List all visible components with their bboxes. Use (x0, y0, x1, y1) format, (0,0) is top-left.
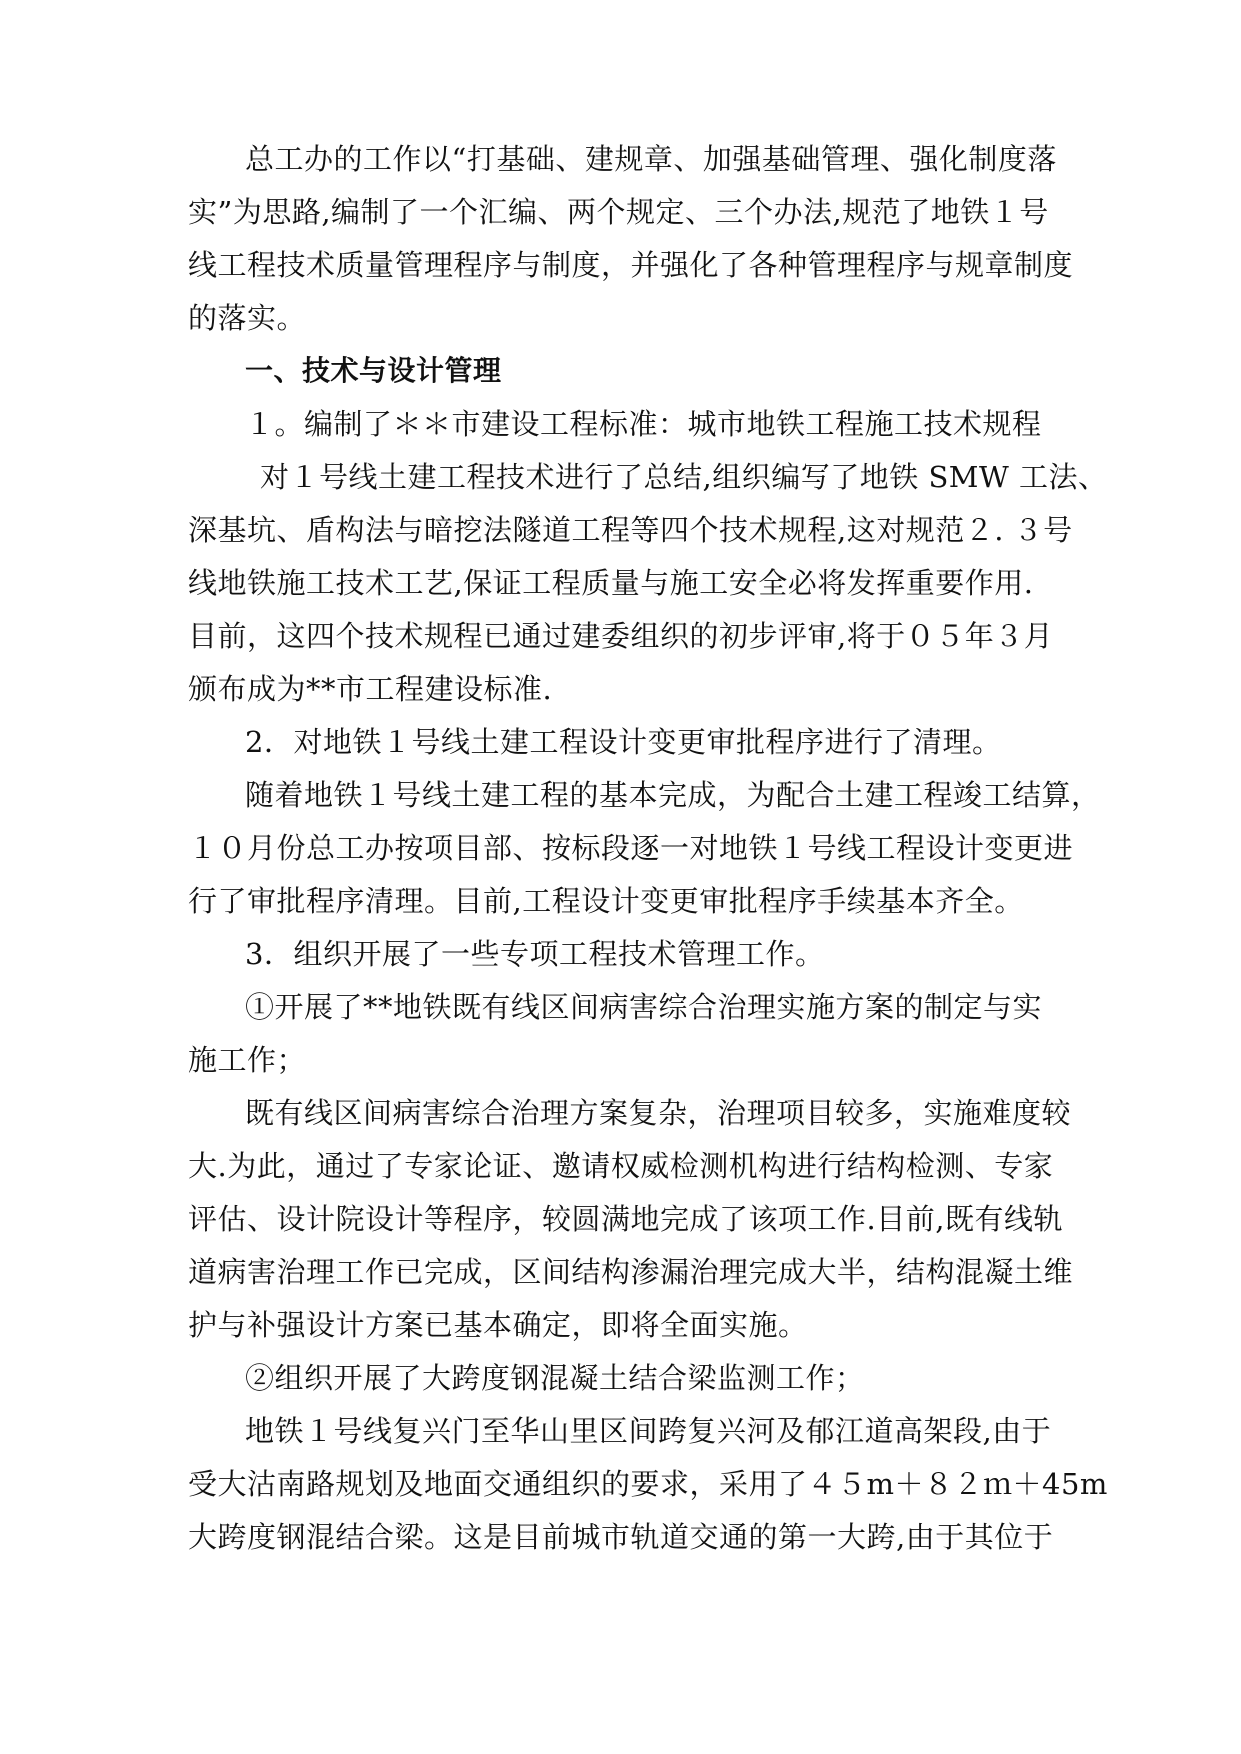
section-heading: 一、技术与设计管理 (245, 354, 502, 387)
paragraph-line: 护与补强设计方案已基本确定，即将全面实施。 (188, 1308, 808, 1342)
paragraph-line: 道病害治理工作已完成，区间结构渗漏治理完成大半，结构混凝土维 (188, 1255, 1074, 1289)
paragraph-line: ②组织开展了大跨度钢混凝土结合梁监测工作； (245, 1361, 865, 1395)
paragraph-line: 施工作； (188, 1043, 307, 1077)
paragraph-line: 随着地铁１号线土建工程的基本完成，为配合土建工程竣工结算， (245, 778, 1101, 812)
paragraph-line: 地铁１号线复兴门至华山里区间跨复兴河及郁江道高架段,由于 (245, 1414, 1052, 1448)
paragraph-line: 大跨度钢混结合梁。这是目前城市轨道交通的第一大跨,由于其位于 (188, 1520, 1054, 1554)
paragraph-line: ①开展了**地铁既有线区间病害综合治理实施方案的制定与实 (245, 990, 1043, 1024)
paragraph-line: 行了审批程序清理。目前,工程设计变更审批程序手续基本齐全。 (188, 884, 1024, 918)
paragraph-line: 总工办的工作以“打基础、建规章、加强基础管理、强化制度落 (245, 142, 1057, 176)
paragraph-line: 实”为思路,编制了一个汇编、两个规定、三个办法,规范了地铁１号 (188, 195, 1049, 229)
subsection-title: 2．对地铁１号线土建工程设计变更审批程序进行了清理。 (245, 725, 1002, 759)
paragraph-line: 受大沽南路规划及地面交通组织的要求，采用了４５m＋８２ｍ＋45m (188, 1467, 1108, 1501)
paragraph-line: 评估、设计院设计等程序，较圆满地完成了该项工作.目前,既有线轨 (188, 1202, 1063, 1236)
subsection-title: 3．组织开展了一些专项工程技术管理工作。 (245, 937, 825, 971)
paragraph-line: 深基坑、盾构法与暗挖法隧道工程等四个技术规程,这对规范２. ３号 (188, 513, 1073, 547)
paragraph-line: 既有线区间病害综合治理方案复杂，治理项目较多，实施难度较 (245, 1096, 1072, 1130)
subsection-title: １。编制了＊＊市建设工程标准：城市地铁工程施工技术规程 (245, 407, 1042, 441)
paragraph-line: 目前，这四个技术规程已通过建委组织的初步评审,将于０５年３月 (188, 619, 1054, 653)
paragraph-line: 颁布成为**市工程建设标准. (188, 672, 553, 706)
paragraph-line: 线地铁施工技术工艺,保证工程质量与施工安全必将发挥重要作用. (188, 566, 1034, 600)
paragraph-line: １０月份总工办按项目部、按标段逐一对地铁１号线工程设计变更进 (188, 831, 1074, 865)
paragraph-line: 线工程技术质量管理程序与制度，并强化了各种管理程序与规章制度 (188, 248, 1074, 282)
paragraph-line: 对１号线土建工程技术进行了总结,组织编写了地铁 SMW 工法、 (260, 460, 1108, 494)
paragraph-line: 的落实。 (188, 301, 307, 335)
paragraph-line: 大.为此，通过了专家论证、邀请权威检测机构进行结构检测、专家 (188, 1149, 1054, 1183)
